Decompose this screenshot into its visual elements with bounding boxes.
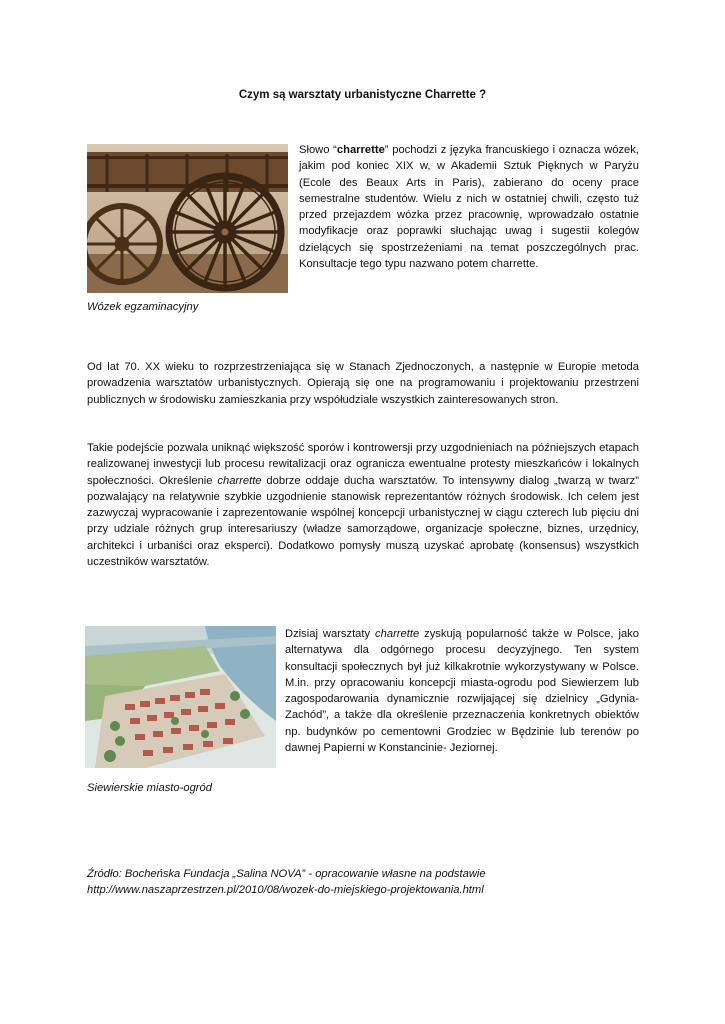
poland-part2: zyskują popularność także w Polsce, jako alternatywa dla odgórnego procesu decyzyjnego. Ten system konsultacji społecznych był już kilkakrotnie wykorzystywany w Polsce. M.in. przy opracowaniu koncepcji miasta-ogrodu pod Siewierzem lub zagospodarowania dynamicznie rozwijającej się dzielnicy „Gdynia- Zachód”, a także dla określenie przeznaczenia konkretnych obiektów np. budynków po cementowni Grodziec w Będzinie lub terenów po dawnej Papierni w Konstancinie- Jeziornej. xyxy=(285,628,639,755)
cart-wheel-photo xyxy=(87,144,288,293)
image-caption-wagon: Wózek egzaminacyjny xyxy=(87,301,199,313)
source-line-1: Źródło: Bocheńska Fundacja „Salina NOVA” - opracowanie własne na podstawie xyxy=(87,868,486,880)
intro-paragraph xyxy=(299,142,639,272)
approach-paragraph xyxy=(87,440,639,570)
poland-part1: Dzisiaj warsztaty xyxy=(285,628,376,640)
history-paragraph: Od lat 70. XX wieku to rozprzestrzeniająca się w Stanach Zjednoczonych, a następnie w Europie metoda prowadzenia warsztatów urbanistycznych. Opierają się one na programowaniu i projektowaniu przestrzeni publicznych w środowisku zamieszkania przy współudziale wszystkich zainteresowanych stron. xyxy=(87,361,639,406)
source-note xyxy=(87,866,486,899)
page-title: Czym są warsztaty urbanistyczne Charrette ? xyxy=(238,89,487,101)
garden-city-aerial-image xyxy=(85,626,276,768)
approach-part2: dobrze oddaje ducha warsztatów. To intensywny dialog „twarzą w twarz” pozwalający na relatywnie szybkie uzgodnienie stanowisk reprezentantów różnych środowisk. Ich celem jest zazwyczaj wypracowanie i zaprezentowanie wspólnej koncepcji urbanistycznej w ciągu czterech lub pięciu dni przy udziale różnych grup interesariuszy (władze samorządowe, organizacje społeczne, biznes, urzędnicy, architekci i urbaniści oraz eksperci). Dodatkowo pomysły muszą uzyskać aprobatę (konsensus) wszystkich uczestników warsztatów. xyxy=(87,474,639,569)
poland-paragraph xyxy=(285,626,639,756)
approach-italic: charrette xyxy=(217,474,262,487)
image-caption-garden-city: Siewierskie miasto-ogród xyxy=(87,782,212,794)
intro-prefix: Słowo “ xyxy=(299,144,337,156)
approach-part1: Takie podejście pozwala uniknąć większość sporów i kontrowersji przy uzgodnieniach na późniejszych etapach realizowanej inwestycji lub procesu rewitalizacji oraz ogranicza ewentualne protesty mieszkańców i lokalnych społeczności. Określenie xyxy=(87,442,639,487)
intro-rest: ” pochodzi z języka francuskiego i oznacza wózek, jakim pod koniec XIX w, w Akademii Sztuk Pięknych w Paryżu (Ecole des Beaux Arts in Paris), zabierano do oceny prace semestralne studentów. Wielu z nich w ostatniej chwili, często tuż przed przejazdem wózka przez pracownię, wprowadzało ostatnie modyfikacje oraz poprawki słuchając uwag i sugestii kolegów dzielących się spostrzeżeniami na temat poszczególnych prac. Konsultacje tego typu nazwano potem charrette. xyxy=(299,144,639,271)
intro-bold-word: charrette xyxy=(336,144,385,156)
poland-italic: charrette xyxy=(375,628,420,640)
source-url: http://www.naszaprzestrzen.pl/2010/08/wozek-do-miejskiego-projektowania.html xyxy=(87,884,484,897)
